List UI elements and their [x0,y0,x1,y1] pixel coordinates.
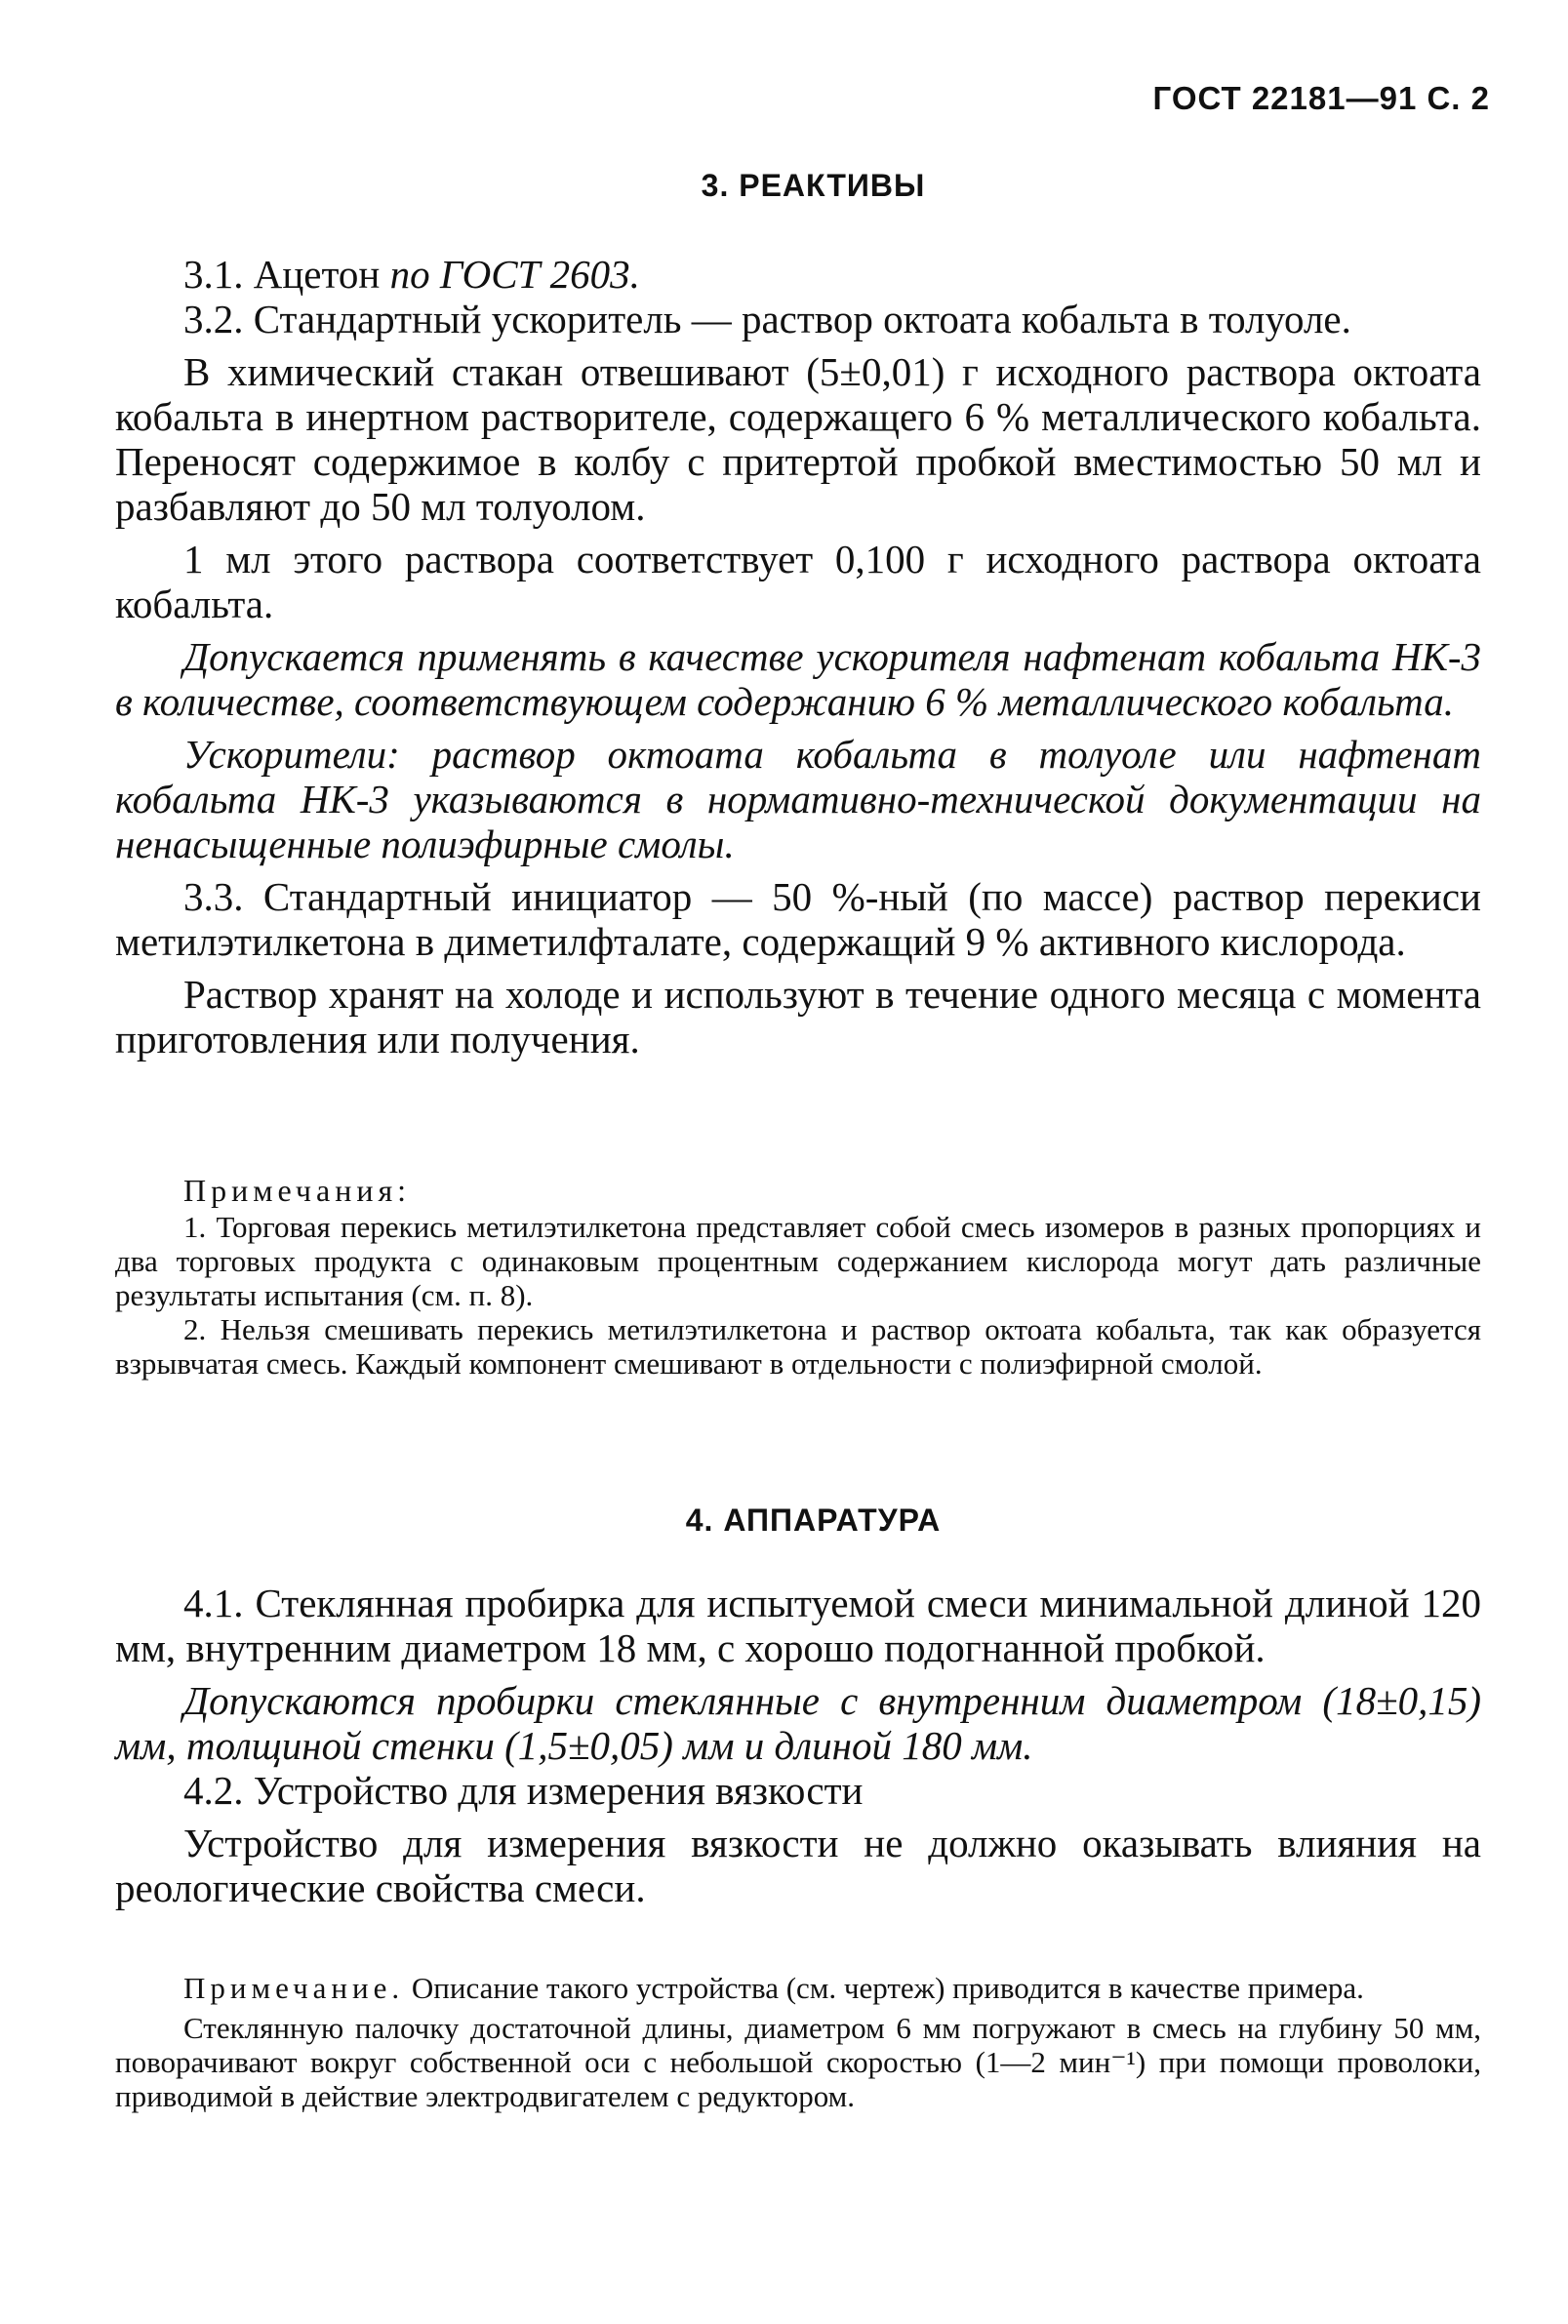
paragraph-4-2: 4.2. Устройство для измерения вязкости [183,1768,864,1813]
section-4-title: 4. АППАРАТУРА [685,1503,942,1538]
section-4-notes [115,1971,1481,2113]
paragraph-3-1-reference: по ГОСТ 2603. [389,252,640,297]
page-header: ГОСТ 22181—91 С. 2 [1152,80,1490,116]
section-3-notes [115,1171,1481,1381]
paragraph-ml-equivalent: 1 мл этого раствора соответствует 0,100 г исходного раствора октоата кобальта. [115,537,1481,626]
section-3-title: 3. РЕАКТИВЫ [701,168,926,203]
paragraph-accelerators: Ускорители: раствор октоата кобальта в толуоле или нафтенат кобальта НК-3 указываются в нормативно-технической документации на ненасыщенные полиэфирные смолы. [115,732,1481,866]
paragraph-storage: Раствор хранят на холоде и используют в течение одного месяца с момента приготовления или получения. [115,972,1481,1062]
device-note-text: Описание такого устройства (см. чертеж) приводится в качестве примера. [411,1971,1364,2005]
section-3-body [115,252,1481,1062]
paragraph-glass-rod: Стеклянную палочку достаточной длины, диаметром 6 мм погружают в смесь на глубину 50 мм, поворачивают вокруг собственной оси с небольшой скоростью (1—2 мин⁻¹) при помощи проволоки, приводимой в действие электродвигателем с редуктором. [115,2011,1481,2113]
section-4-body [115,1581,1481,1910]
notes-label: Примечания: [183,1173,412,1208]
paragraph-3-2: 3.2. Стандартный ускоритель — раствор октоата кобальта в толуоле. [183,297,1351,341]
device-note [115,1971,1481,2005]
paragraph-3-1-number: 3.1. Ацетон [183,252,381,297]
note-2: 2. Нельзя смешивать перекись метилэтилкетона и раствор октоата кобальта, так как образуется взрывчатая смесь. Каждый компонент смешивают в отдельности с полиэфирной смолой. [115,1312,1481,1381]
paragraph-allowed-accelerator: Допускается применять в качестве ускорителя нафтенат кобальта НК-3 в количестве, соответствующем содержанию 6 % металлического кобальта. [115,634,1481,724]
paragraph-weighing: В химический стакан отвешивают (5±0,01) г исходного раствора октоата кобальта в инертном растворителе, содержащего 6 % металлического кобальта. Переносят содержимое в колбу с притертой пробкой вместимостью 50 мл и разбавляют до 50 мл толуолом. [115,349,1481,529]
paragraph-allowed-tubes: Допускаются пробирки стеклянные с внутренним диаметром (18±0,15) мм, толщиной стенки (1,5±0,05) мм и длиной 180 мм. [115,1678,1481,1768]
paragraph-3-1 [115,252,1481,297]
note-1: 1. Торговая перекись метилэтилкетона представляет собой смесь изомеров в разных пропорциях и два торговых продукта с одинаковым процентным содержанием кислорода могут дать различные результаты испытания (см. п. 8). [115,1210,1481,1312]
device-note-label: Примечание. [183,1971,405,2005]
paragraph-viscosity-device: Устройство для измерения вязкости не должно оказывать влияния на реологические свойства смеси. [115,1821,1481,1910]
paragraph-3-3: 3.3. Стандартный инициатор — 50 %-ный (по массе) раствор перекиси метилэтилкетона в диметилфталате, содержащий 9 % активного кислорода. [115,874,1481,964]
paragraph-4-1: 4.1. Стеклянная пробирка для испытуемой смеси минимальной длиной 120 мм, внутренним диаметром 18 мм, с хорошо подогнанной пробкой. [115,1581,1481,1670]
